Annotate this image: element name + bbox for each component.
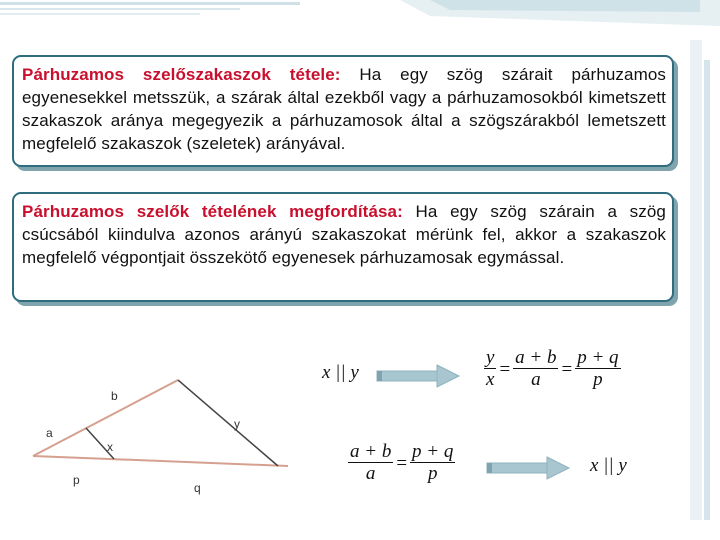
fraction-y-over-x: $\frac{y}{x}$ bbox=[486, 347, 495, 390]
formula-bottom bbox=[348, 442, 455, 485]
theorem-text: Ha egy szög szárait párhuzamos egyenesekkel metsszük, a szárak által ezekből vagy a párhuzamosokból kimetszett szakaszok aránya megegyezik a párhuzamosok által a szögszárakból lemetszett megfelelő szakaszok (szeletek) arányával. bbox=[22, 65, 666, 153]
line-y bbox=[178, 380, 278, 466]
intercept-diagram bbox=[18, 355, 308, 505]
formula-top bbox=[484, 348, 621, 391]
label-b: b bbox=[111, 389, 118, 403]
label-x: x bbox=[107, 440, 113, 454]
fraction-ab-over-a: $\frac{a + b}{a}$ bbox=[515, 347, 557, 390]
theorem-box bbox=[12, 55, 674, 167]
arrow-right-icon bbox=[485, 456, 571, 480]
base-line bbox=[33, 456, 288, 466]
premise-top: x || y bbox=[322, 362, 359, 383]
fraction-pq-over-p: $\frac{p + q}{p}$ bbox=[412, 441, 454, 484]
label-a: a bbox=[46, 426, 53, 440]
converse-box bbox=[12, 192, 674, 302]
equals-sign: = bbox=[396, 452, 408, 474]
top-decoration bbox=[0, 0, 720, 60]
theorem-title: Párhuzamos szelőszakaszok tétele: bbox=[22, 65, 341, 84]
label-q: q bbox=[194, 481, 201, 495]
fraction-ab-over-a: $\frac{a + b}{a}$ bbox=[350, 441, 392, 484]
converse-text: Ha egy szög szárain a szög csúcsából kiindulva azonos arányú szakaszokat mérünk fel, akkor a szakaszok megfelelő végpontjait összekötő egyenesek párhuzamosak egymással. bbox=[22, 202, 666, 267]
arrow-right-icon bbox=[375, 364, 461, 388]
equals-sign: = bbox=[561, 358, 573, 380]
top-ray bbox=[33, 380, 178, 456]
label-p: p bbox=[73, 473, 80, 487]
label-y: y bbox=[234, 417, 240, 431]
equals-sign: = bbox=[499, 358, 511, 380]
converse-title: Párhuzamos szelők tételének megfordítása: bbox=[22, 202, 403, 221]
conclusion-bottom: x || y bbox=[590, 455, 627, 476]
fraction-pq-over-p: $\frac{p + q}{p}$ bbox=[577, 347, 619, 390]
right-decoration bbox=[680, 40, 720, 520]
